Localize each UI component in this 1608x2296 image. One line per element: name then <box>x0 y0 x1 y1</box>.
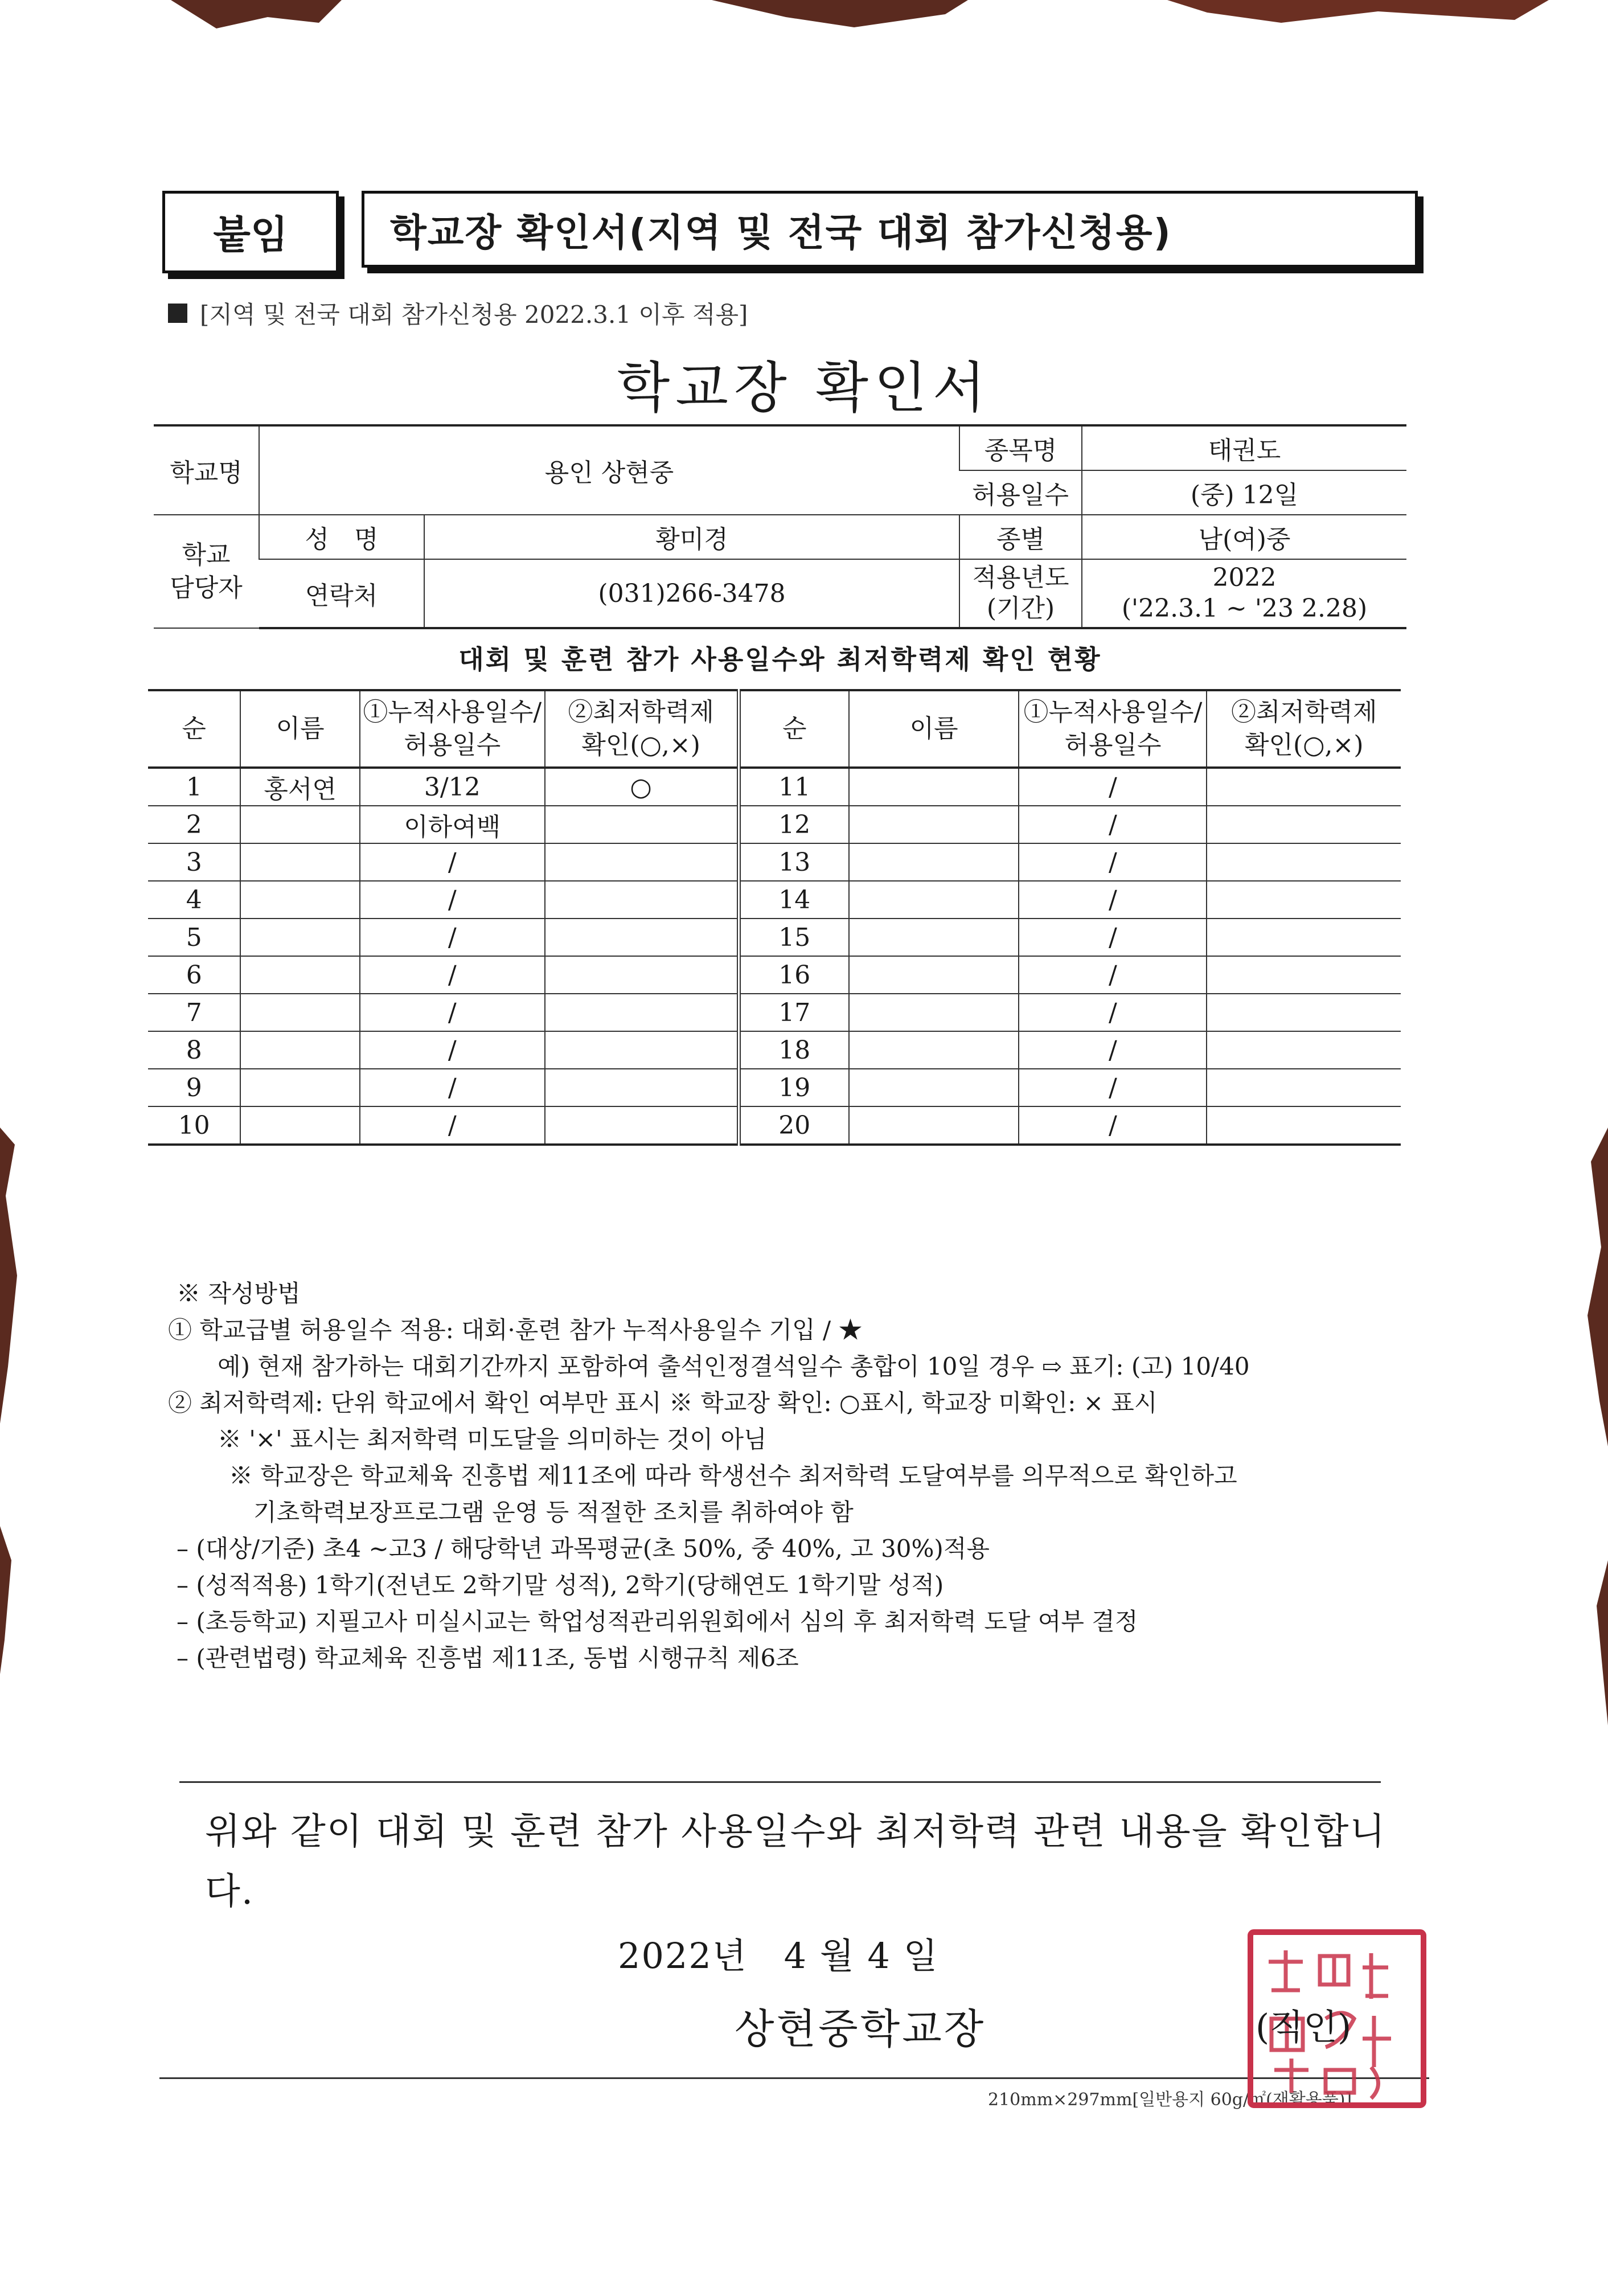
cell-days2: / <box>1019 1069 1207 1106</box>
cell-check2 <box>1207 919 1401 956</box>
cell-name <box>240 806 360 843</box>
table-row <box>148 1069 1401 1106</box>
cell-days: / <box>360 1106 545 1145</box>
cell-days: / <box>360 843 545 881</box>
period: ('22.3.1 ~ '23 2.28) <box>1121 594 1368 623</box>
cell-no: 2 <box>148 806 240 843</box>
contact: (031)266-3478 <box>424 559 959 628</box>
cell-name2 <box>849 806 1019 843</box>
notes-heading: ※ 작성방법 <box>177 1280 301 1307</box>
cell-days: / <box>360 994 545 1031</box>
sport: 태권도 <box>1082 425 1406 470</box>
cell-name2 <box>849 919 1019 956</box>
cell-no2: 19 <box>739 1069 849 1106</box>
cell-check <box>545 919 739 956</box>
cell-days2: / <box>1019 919 1207 956</box>
info-table <box>154 424 1406 629</box>
cell-no: 7 <box>148 994 240 1031</box>
cell-check2 <box>1207 843 1401 881</box>
cell-no: 6 <box>148 956 240 994</box>
gender-label: 종별 <box>959 515 1082 559</box>
note-line-9: – (초등학교) 지필고사 미실시교는 학업성적관리위원회에서 심의 후 최저학력 도달 여부 결정 <box>177 1608 1138 1635</box>
cell-days2: / <box>1019 1031 1207 1069</box>
cell-no2: 13 <box>739 843 849 881</box>
note-line-8: – (성적적용) 1학기(전년도 2학기말 성적), 2학기(당해연도 1학기말 성적) <box>177 1571 944 1599</box>
note-line-5: ※ 학교장은 학교체육 진흥법 제11조에 따라 학생선수 최저학력 도달여부를 의무적으로 확인하고 <box>229 1462 1237 1490</box>
col-check-2: ②최저학력제 확인(○,×) <box>1207 690 1401 768</box>
cell-days: 3/12 <box>360 768 545 806</box>
school-name: 용인 상현중 <box>259 425 959 515</box>
roster-header-row <box>148 690 1401 768</box>
cell-no: 4 <box>148 881 240 919</box>
cell-name: 홍서연 <box>240 768 360 806</box>
cell-name <box>240 881 360 919</box>
school-name-label: 학교명 <box>154 425 259 515</box>
cell-check <box>545 806 739 843</box>
cell-days: / <box>360 956 545 994</box>
cell-check2 <box>1207 768 1401 806</box>
cell-check2 <box>1207 994 1401 1031</box>
cell-name <box>240 919 360 956</box>
cell-days: / <box>360 1031 545 1069</box>
cell-name2 <box>849 1106 1019 1145</box>
paper-spec: 210mm×297mm[일반용지 60g/㎡(재활용품)] <box>988 2090 1352 2110</box>
attachment-label: 붙임 <box>162 191 339 273</box>
cell-name2 <box>849 956 1019 994</box>
confirmation-text: 위와 같이 대회 및 훈련 참가 사용일수와 최저학력 관련 내용을 확인합니다. <box>205 1811 1387 1913</box>
cell-check: ○ <box>545 768 739 806</box>
table-row <box>148 994 1401 1031</box>
cell-name2 <box>849 843 1019 881</box>
cell-days2: / <box>1019 843 1207 881</box>
cell-name2 <box>849 881 1019 919</box>
confirmation-date: 2022년 4 월 4 일 <box>618 1935 939 1977</box>
cell-check <box>545 843 739 881</box>
cell-days2: / <box>1019 806 1207 843</box>
divider-bottom <box>159 2077 1429 2079</box>
form-header <box>162 191 1432 270</box>
table-row <box>148 768 1401 806</box>
table-row <box>148 881 1401 919</box>
staff-label: 학교 담당자 <box>154 515 259 628</box>
note-line-4: ※ '×' 표시는 최저학력 미도달을 의미하는 것이 아님 <box>218 1425 767 1453</box>
instructions <box>168 1276 1446 1676</box>
cell-no2: 15 <box>739 919 849 956</box>
cell-no2: 16 <box>739 956 849 994</box>
note-line-6: 기초학력보장프로그램 운영 등 적절한 조치를 취하여야 함 <box>253 1498 854 1526</box>
document-title: 학교장 확인서 <box>617 356 991 420</box>
torn-top-edge <box>0 0 1608 34</box>
roster-body <box>148 768 1401 1145</box>
year-label: 적용년도 (기간) <box>959 559 1082 628</box>
cell-days: / <box>360 919 545 956</box>
cell-name2 <box>849 994 1019 1031</box>
cell-no: 10 <box>148 1106 240 1145</box>
cell-no2: 12 <box>739 806 849 843</box>
cell-name <box>240 1069 360 1106</box>
cell-check2 <box>1207 1069 1401 1106</box>
cell-days2: / <box>1019 768 1207 806</box>
square-bullet-icon <box>168 304 187 323</box>
cell-name2 <box>849 1031 1019 1069</box>
allowed-days-label: 허용일수 <box>959 470 1082 515</box>
cell-days: 이하여백 <box>360 806 545 843</box>
contact-label: 연락처 <box>259 559 424 628</box>
col-name: 이름 <box>240 690 360 768</box>
cell-check <box>545 1106 739 1145</box>
sport-label: 종목명 <box>959 425 1082 470</box>
cell-check2 <box>1207 956 1401 994</box>
col-check: ②최저학력제 확인(○,×) <box>545 690 739 768</box>
cell-no2: 20 <box>739 1106 849 1145</box>
cell-no2: 17 <box>739 994 849 1031</box>
cell-no: 8 <box>148 1031 240 1069</box>
allowed-days: (중) 12일 <box>1082 470 1406 515</box>
divider-top <box>179 1781 1381 1783</box>
cell-days2: / <box>1019 994 1207 1031</box>
year: 2022 <box>1212 563 1277 592</box>
subtitle <box>168 296 748 330</box>
cell-name2 <box>849 1069 1019 1106</box>
col-days: ①누적사용일수/ 허용일수 <box>360 690 545 768</box>
cell-no2: 18 <box>739 1031 849 1069</box>
cell-name <box>240 1031 360 1069</box>
table-row <box>148 806 1401 843</box>
torn-left-edge <box>0 1128 23 1725</box>
staff-name: 황미경 <box>424 515 959 559</box>
cell-name <box>240 1106 360 1145</box>
cell-check <box>545 1069 739 1106</box>
cell-name2 <box>849 768 1019 806</box>
form-title: 학교장 확인서(지역 및 전국 대회 참가신청용) <box>362 191 1418 268</box>
subtitle-text: [지역 및 전국 대회 참가신청용 2022.3.1 이후 적용] <box>200 301 748 329</box>
cell-days: / <box>360 1069 545 1106</box>
col-name-2: 이름 <box>849 690 1019 768</box>
roster-table <box>148 689 1401 1146</box>
table-row <box>148 919 1401 956</box>
col-no-2: 순 <box>739 690 849 768</box>
note-line-2: 예) 현재 참가하는 대회기간까지 포함하여 출석인정결석일수 총합이 10일 경우 ⇨ 표기: (고) 10/40 <box>218 1352 1250 1380</box>
table-row <box>148 1106 1401 1145</box>
cell-check2 <box>1207 1106 1401 1145</box>
cell-name <box>240 994 360 1031</box>
note-line-3: ② 최저학력제: 단위 학교에서 확인 여부만 표시 ※ 학교장 확인: ○표시, 학교장 미확인: × 표시 <box>168 1389 1158 1417</box>
cell-check <box>545 1031 739 1069</box>
col-no: 순 <box>148 690 240 768</box>
cell-check2 <box>1207 881 1401 919</box>
seal-label: (직인) <box>1256 2006 1352 2048</box>
note-line-7: – (대상/기준) 초4 ~고3 / 해당학년 과목평균(초 50%, 중 40%, 고 30%)적용 <box>177 1535 990 1563</box>
cell-days2: / <box>1019 881 1207 919</box>
cell-check <box>545 956 739 994</box>
gender: 남(여)중 <box>1082 515 1406 559</box>
cell-no: 1 <box>148 768 240 806</box>
cell-days2: / <box>1019 1106 1207 1145</box>
name-label: 성 명 <box>259 515 424 559</box>
cell-name <box>240 843 360 881</box>
cell-check <box>545 881 739 919</box>
principal-title: 상현중학교장 <box>735 2005 986 2053</box>
col-days-2: ①누적사용일수/ 허용일수 <box>1019 690 1207 768</box>
table-row <box>148 843 1401 881</box>
cell-name <box>240 956 360 994</box>
note-line-1: ① 학교급별 허용일수 적용: 대회·훈련 참가 누적사용일수 기입 / ★ <box>168 1316 863 1344</box>
cell-check2 <box>1207 1031 1401 1069</box>
table-row <box>148 1031 1401 1069</box>
table-row <box>148 956 1401 994</box>
year-cell <box>1082 559 1406 628</box>
note-line-10: – (관련법령) 학교체육 진흥법 제11조, 동법 시행규칙 제6조 <box>177 1644 799 1672</box>
torn-right-edge <box>1574 1128 1608 1725</box>
cell-no: 5 <box>148 919 240 956</box>
cell-no: 9 <box>148 1069 240 1106</box>
cell-check2 <box>1207 806 1401 843</box>
cell-check <box>545 994 739 1031</box>
cell-no2: 11 <box>739 768 849 806</box>
cell-no: 3 <box>148 843 240 881</box>
cell-days: / <box>360 881 545 919</box>
cell-days2: / <box>1019 956 1207 994</box>
roster-section-title: 대회 및 훈련 참가 사용일수와 최저학력제 확인 현황 <box>458 644 1102 675</box>
cell-no2: 14 <box>739 881 849 919</box>
